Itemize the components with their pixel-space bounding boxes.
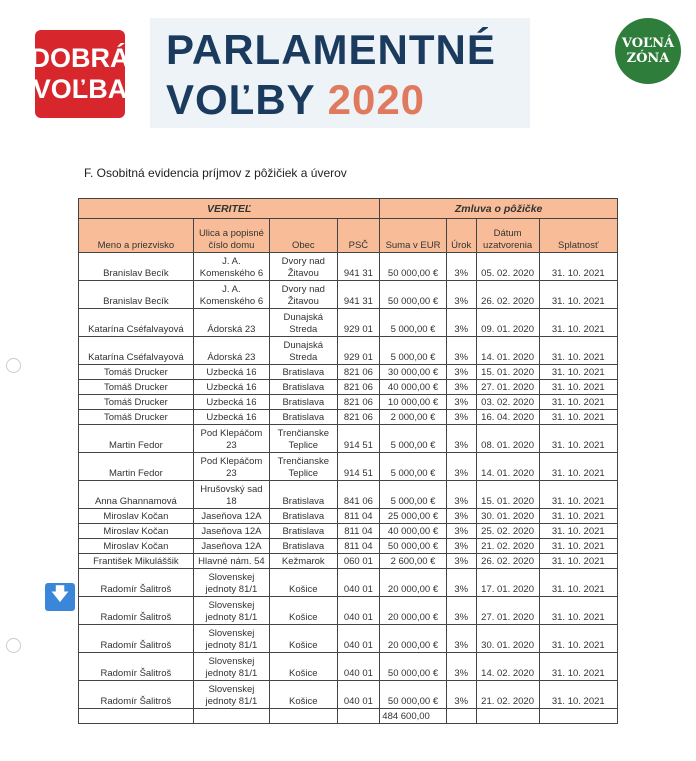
table-cell: Trenčianske Teplice (270, 425, 337, 453)
table-cell: Bratislava (270, 380, 337, 395)
table-cell: 811 04 (337, 524, 380, 539)
table-row (79, 681, 618, 709)
table-cell: 40 000,00 € (380, 524, 446, 539)
table-cell: Dvory nad Žitavou (270, 253, 337, 281)
table-cell: Martin Fedor (79, 425, 194, 453)
table-cell: 16. 04. 2020 (476, 410, 539, 425)
table-cell: 31. 10. 2021 (539, 425, 617, 453)
table-cell: 3% (446, 569, 476, 597)
banner-year: 2020 (327, 76, 426, 123)
arrow-down-icon: 🡇 (50, 584, 70, 604)
table-cell: 31. 10. 2021 (539, 653, 617, 681)
table-cell: 3% (446, 365, 476, 380)
table-row (79, 253, 618, 281)
table-cell: 3% (446, 481, 476, 509)
table-cell: 060 01 (337, 554, 380, 569)
table-cell: Jaseňova 12A (193, 539, 269, 554)
table-row (79, 539, 618, 554)
download-button[interactable] (45, 583, 75, 611)
table-cell: Uzbecká 16 (193, 395, 269, 410)
table-cell: 21. 02. 2020 (476, 539, 539, 554)
table-cell: 3% (446, 453, 476, 481)
table-cell: Trenčianske Teplice (270, 453, 337, 481)
table-cell: 20 000,00 € (380, 597, 446, 625)
table-cell: 50 000,00 € (380, 281, 446, 309)
table-cell: 821 06 (337, 395, 380, 410)
table-cell: 929 01 (337, 337, 380, 365)
table-cell: Miroslav Kočan (79, 524, 194, 539)
table-cell: 31. 10. 2021 (539, 281, 617, 309)
empty-cell (539, 709, 617, 724)
table-cell: 841 06 (337, 481, 380, 509)
table-cell: Branislav Becík (79, 281, 194, 309)
table-cell: 30 000,00 € (380, 365, 446, 380)
table-cell: 3% (446, 625, 476, 653)
table-row (79, 653, 618, 681)
table-cell: Bratislava (270, 365, 337, 380)
table-cell: Slovenskej jednoty 81/1 (193, 569, 269, 597)
table-cell: 3% (446, 309, 476, 337)
table-cell: 914 51 (337, 453, 380, 481)
table-cell: 040 01 (337, 625, 380, 653)
table-cell: 31. 10. 2021 (539, 569, 617, 597)
table-cell: 10 000,00 € (380, 395, 446, 410)
table-cell: Pod Klepáčom 23 (193, 425, 269, 453)
table-cell: 30. 01. 2020 (476, 509, 539, 524)
table-cell: Slovenskej jednoty 81/1 (193, 681, 269, 709)
table-cell: Branislav Becík (79, 253, 194, 281)
logo-text: VOĽBA (32, 74, 128, 104)
table-cell: 14. 01. 2020 (476, 453, 539, 481)
table-cell: Martin Fedor (79, 453, 194, 481)
table-cell: 040 01 (337, 569, 380, 597)
banner-title: PARLAMENTNÉ (166, 26, 496, 73)
column-header: PSČ (337, 219, 380, 253)
table-cell: 03. 02. 2020 (476, 395, 539, 410)
table-cell: Dunajská Streda (270, 309, 337, 337)
table-cell: 3% (446, 410, 476, 425)
table-cell: Uzbecká 16 (193, 380, 269, 395)
table-cell: J. A. Komenského 6 (193, 281, 269, 309)
table-cell: 14. 02. 2020 (476, 653, 539, 681)
table-cell: 31. 10. 2021 (539, 625, 617, 653)
table-cell: Košice (270, 653, 337, 681)
table-row (79, 395, 618, 410)
table-row (79, 309, 618, 337)
table-cell: 05. 02. 2020 (476, 253, 539, 281)
empty-cell (446, 709, 476, 724)
table-cell: Košice (270, 569, 337, 597)
table-cell: 040 01 (337, 597, 380, 625)
table-cell: Radomír Šalitroš (79, 569, 194, 597)
table-row (79, 365, 618, 380)
empty-cell (79, 709, 194, 724)
table-cell: Anna Ghannamová (79, 481, 194, 509)
table-cell: 31. 10. 2021 (539, 380, 617, 395)
table-cell: 21. 02. 2020 (476, 681, 539, 709)
punch-hole (6, 358, 21, 373)
table-cell: 31. 10. 2021 (539, 365, 617, 380)
table-cell: Bratislava (270, 481, 337, 509)
table-cell: 31. 10. 2021 (539, 453, 617, 481)
table-cell: Tomáš Drucker (79, 380, 194, 395)
table-cell: 31. 10. 2021 (539, 597, 617, 625)
table-cell: 3% (446, 597, 476, 625)
group-header-veritel: VERITEĽ (79, 199, 380, 219)
table-cell: Košice (270, 597, 337, 625)
table-cell: 941 31 (337, 281, 380, 309)
table-cell: Tomáš Drucker (79, 365, 194, 380)
table-cell: Hrušovský sad 18 (193, 481, 269, 509)
table-row (79, 481, 618, 509)
table-cell: 821 06 (337, 365, 380, 380)
table-cell: 20 000,00 € (380, 569, 446, 597)
table-cell: Bratislava (270, 524, 337, 539)
logo-text: DOBRÁ (30, 43, 130, 73)
table-cell: 040 01 (337, 653, 380, 681)
column-header: Obec (270, 219, 337, 253)
table-cell: 929 01 (337, 309, 380, 337)
banner-word: VOĽBY (166, 76, 315, 123)
table-cell: Tomáš Drucker (79, 395, 194, 410)
punch-hole (6, 638, 21, 653)
table-row (79, 410, 618, 425)
table-cell: Uzbecká 16 (193, 365, 269, 380)
table-cell: 3% (446, 395, 476, 410)
table-cell: 811 04 (337, 539, 380, 554)
table-cell: Katarína Cséfalvayová (79, 337, 194, 365)
table-cell: 31. 10. 2021 (539, 309, 617, 337)
table-cell: 3% (446, 681, 476, 709)
table-cell: 3% (446, 380, 476, 395)
table-row (79, 425, 618, 453)
table-cell: Radomír Šalitroš (79, 625, 194, 653)
table-cell: 20 000,00 € (380, 625, 446, 653)
table-cell: 31. 10. 2021 (539, 539, 617, 554)
election-banner (150, 18, 530, 128)
table-cell: 25. 02. 2020 (476, 524, 539, 539)
table-cell: 40 000,00 € (380, 380, 446, 395)
table-row (79, 625, 618, 653)
table-cell: 25 000,00 € (380, 509, 446, 524)
table-cell: Tomáš Drucker (79, 410, 194, 425)
table-cell: Slovenskej jednoty 81/1 (193, 597, 269, 625)
table-row (79, 380, 618, 395)
table-cell: 5 000,00 € (380, 481, 446, 509)
table-cell: 821 06 (337, 380, 380, 395)
table-cell: 914 51 (337, 425, 380, 453)
table-cell: František Mikuláššik (79, 554, 194, 569)
table-cell: 31. 10. 2021 (539, 337, 617, 365)
table-cell: 50 000,00 € (380, 681, 446, 709)
table-row (79, 509, 618, 524)
table-cell: Kežmarok (270, 554, 337, 569)
table-cell: 31. 10. 2021 (539, 253, 617, 281)
table-cell: Bratislava (270, 395, 337, 410)
empty-cell (476, 709, 539, 724)
table-cell: Bratislava (270, 539, 337, 554)
table-cell: Košice (270, 625, 337, 653)
table-cell: 5 000,00 € (380, 337, 446, 365)
volna-zona-logo (615, 18, 681, 84)
loans-table (78, 198, 618, 724)
table-cell: 08. 01. 2020 (476, 425, 539, 453)
table-cell: Hlavné nám. 54 (193, 554, 269, 569)
table-cell: 811 04 (337, 509, 380, 524)
table-cell: Dvory nad Žitavou (270, 281, 337, 309)
table-cell: Dunajská Streda (270, 337, 337, 365)
table-cell: 31. 10. 2021 (539, 410, 617, 425)
empty-cell (270, 709, 337, 724)
empty-cell (193, 709, 269, 724)
table-cell: 31. 10. 2021 (539, 554, 617, 569)
table-cell: 26. 02. 2020 (476, 281, 539, 309)
table-cell: Radomír Šalitroš (79, 653, 194, 681)
table-cell: 5 000,00 € (380, 425, 446, 453)
table-cell: 040 01 (337, 681, 380, 709)
table-cell: 5 000,00 € (380, 453, 446, 481)
table-cell: 50 000,00 € (380, 539, 446, 554)
total-row (79, 709, 618, 724)
table-cell: 821 06 (337, 410, 380, 425)
table-cell: 3% (446, 281, 476, 309)
table-cell: 50 000,00 € (380, 653, 446, 681)
table-cell: Ádorská 23 (193, 309, 269, 337)
column-header: Úrok (446, 219, 476, 253)
table-row (79, 524, 618, 539)
column-header: Dátum uzatvorenia (476, 219, 539, 253)
table-cell: Košice (270, 681, 337, 709)
table-cell: 3% (446, 253, 476, 281)
column-header: Ulica a popisné číslo domu (193, 219, 269, 253)
table-cell: Ádorská 23 (193, 337, 269, 365)
table-cell: Jaseňova 12A (193, 524, 269, 539)
dobra-volba-logo (30, 30, 130, 118)
table-cell: 3% (446, 524, 476, 539)
table-cell: 15. 01. 2020 (476, 481, 539, 509)
table-cell: 3% (446, 653, 476, 681)
table-cell: J. A. Komenského 6 (193, 253, 269, 281)
group-header-zmluva: Zmluva o pôžičke (380, 199, 618, 219)
logo-text: ZÓNA (626, 51, 670, 66)
table-cell: 27. 01. 2020 (476, 597, 539, 625)
table-cell: 17. 01. 2020 (476, 569, 539, 597)
column-header: Splatnosť (539, 219, 617, 253)
table-cell: 3% (446, 509, 476, 524)
total-sum: 484 600,00 (380, 709, 446, 724)
section-title: F. Osobitná evidencia príjmov z pôžičiek a úverov (84, 166, 347, 180)
table-cell: 30. 01. 2020 (476, 625, 539, 653)
table-cell: Slovenskej jednoty 81/1 (193, 625, 269, 653)
table-cell: 3% (446, 539, 476, 554)
table-cell: Slovenskej jednoty 81/1 (193, 653, 269, 681)
table-cell: 31. 10. 2021 (539, 395, 617, 410)
table-cell: Bratislava (270, 410, 337, 425)
table-cell: Radomír Šalitroš (79, 597, 194, 625)
table-cell: 09. 01. 2020 (476, 309, 539, 337)
table-row (79, 597, 618, 625)
table-cell: 31. 10. 2021 (539, 481, 617, 509)
table-cell: Bratislava (270, 509, 337, 524)
table-cell: 2 600,00 € (380, 554, 446, 569)
table-cell: 27. 01. 2020 (476, 380, 539, 395)
table-cell: 31. 10. 2021 (539, 524, 617, 539)
table-cell: 3% (446, 337, 476, 365)
table-cell: Radomír Šalitroš (79, 681, 194, 709)
table-cell: 15. 01. 2020 (476, 365, 539, 380)
table-cell: 31. 10. 2021 (539, 509, 617, 524)
column-header: Meno a priezvisko (79, 219, 194, 253)
table-row (79, 453, 618, 481)
table-cell: 2 000,00 € (380, 410, 446, 425)
empty-cell (337, 709, 380, 724)
table-row (79, 569, 618, 597)
table-cell: 50 000,00 € (380, 253, 446, 281)
table-row (79, 281, 618, 309)
table-cell: 3% (446, 554, 476, 569)
table-cell: 31. 10. 2021 (539, 681, 617, 709)
table-cell: 14. 01. 2020 (476, 337, 539, 365)
table-row (79, 337, 618, 365)
table-cell: Jaseňova 12A (193, 509, 269, 524)
table-cell: 26. 02. 2020 (476, 554, 539, 569)
table-cell: Miroslav Kočan (79, 539, 194, 554)
table-cell: 941 31 (337, 253, 380, 281)
table-cell: Pod Klepáčom 23 (193, 453, 269, 481)
column-header: Suma v EUR (380, 219, 446, 253)
logo-text: VOĽNÁ (621, 36, 675, 51)
table-cell: Miroslav Kočan (79, 509, 194, 524)
table-cell: 5 000,00 € (380, 309, 446, 337)
table-cell: 3% (446, 425, 476, 453)
table-cell: Katarína Cséfalvayová (79, 309, 194, 337)
table-cell: Uzbecká 16 (193, 410, 269, 425)
banner-subtitle (166, 76, 425, 124)
table-row (79, 554, 618, 569)
